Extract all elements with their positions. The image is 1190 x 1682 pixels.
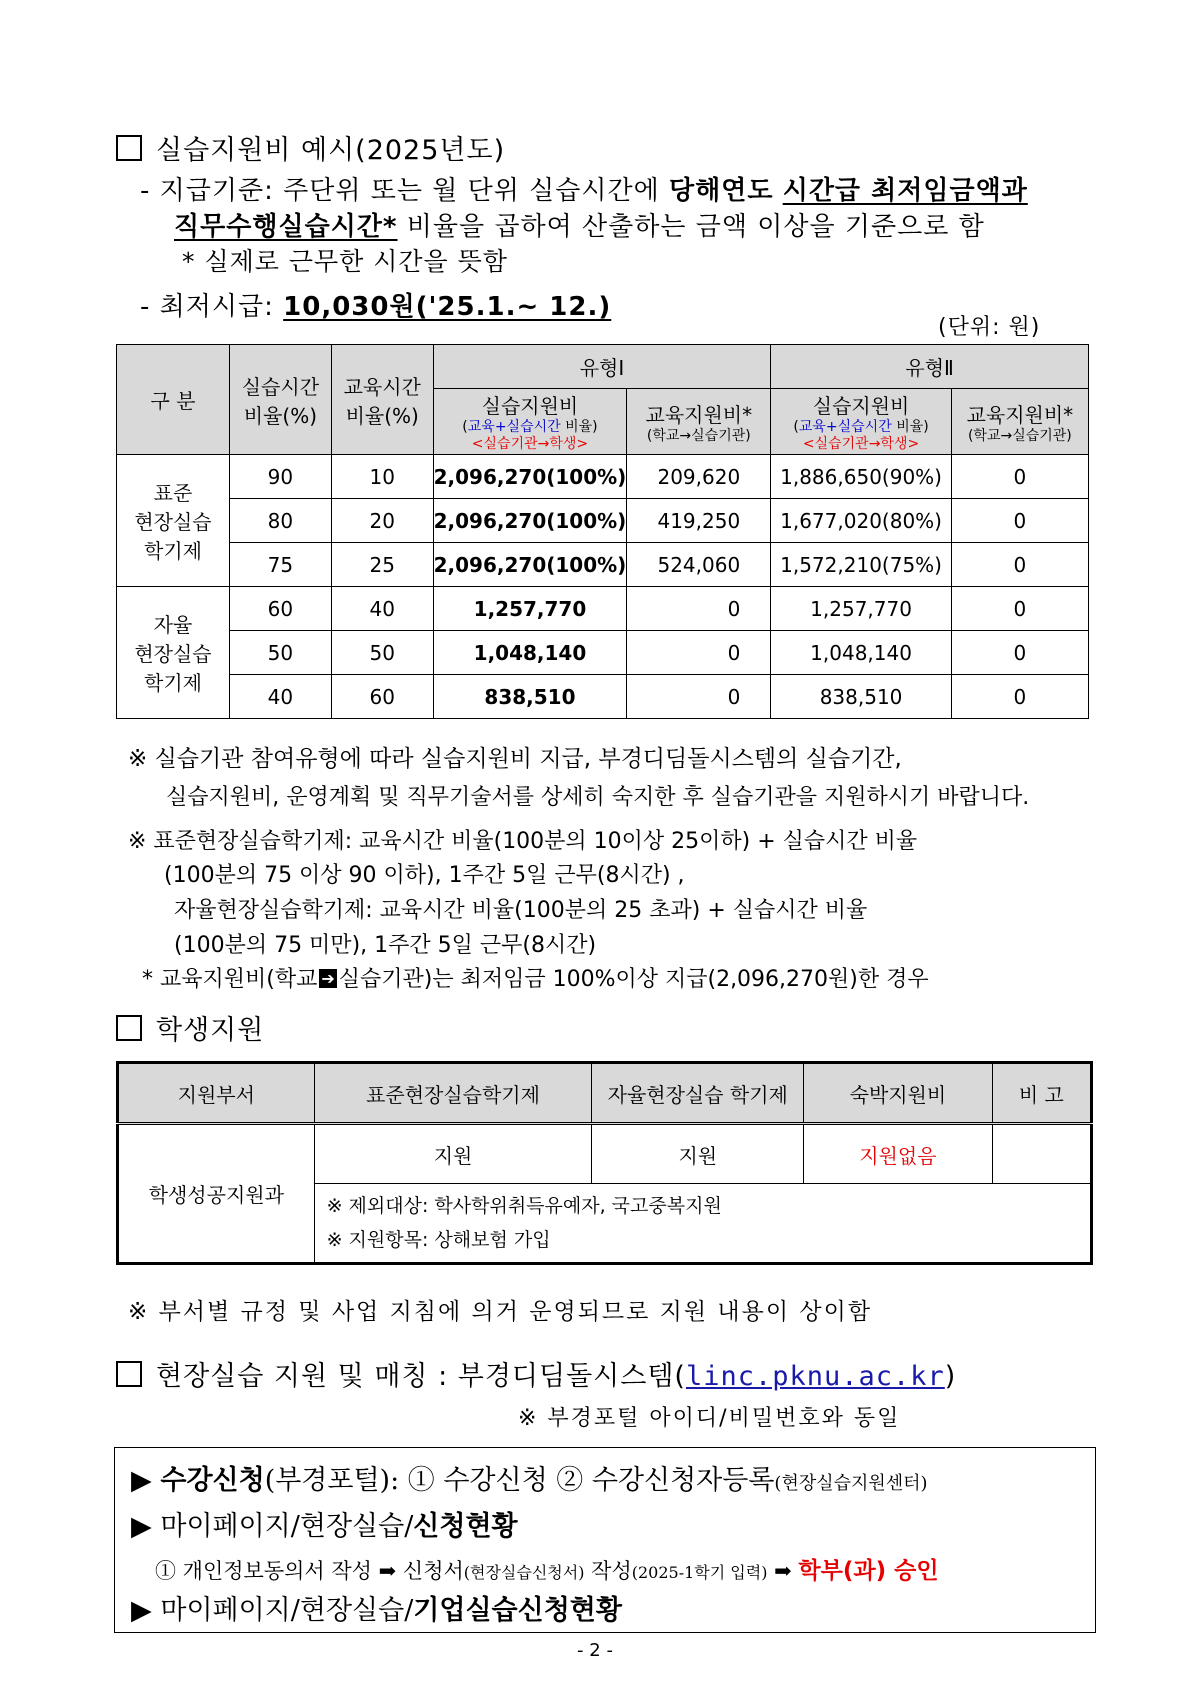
header-type2: 유형Ⅱ — [771, 345, 1089, 389]
triangle-right-icon: ▶ — [131, 1511, 152, 1542]
section-title-support-example: 실습지원비 예시(2025년도) — [116, 128, 505, 167]
note-1a: ※ 실습기관 참여유형에 따라 실습지원비 지급, 부경디딤돌시스템의 실습기간, — [128, 746, 902, 772]
dept-rules-note: ※ 부서별 규정 및 사업 지침에 의거 운영되므로 지원 내용이 상이함 — [128, 1299, 873, 1325]
checkbox-square-icon — [116, 1361, 142, 1387]
header-category: 구 분 — [117, 345, 230, 455]
lodging-value: 지원없음 — [804, 1124, 993, 1184]
cell: 1,048,140 — [771, 631, 951, 675]
cell: 0 — [951, 675, 1088, 719]
header-edu-ratio: 교육시간 비율(%) — [331, 345, 433, 455]
cell: 0 — [951, 499, 1088, 543]
checkbox-square-icon — [116, 135, 142, 161]
cell: 1,257,770 — [771, 587, 951, 631]
table-row — [117, 587, 1089, 631]
cell: 838,510 — [433, 675, 627, 719]
cell: 2,096,270(100%) — [433, 499, 627, 543]
header-remarks: 비 고 — [992, 1063, 1091, 1124]
cell: 2,096,270(100%) — [433, 455, 627, 499]
cell: 0 — [951, 587, 1088, 631]
cell: 1,257,770 — [433, 587, 627, 631]
cell: 25 — [331, 543, 433, 587]
cell: 20 — [331, 499, 433, 543]
cell: 1,677,020(80%) — [771, 499, 951, 543]
procedure-line-2: ▶ 마이페이지/현장실습/신청현황 — [131, 1511, 518, 1542]
remarks-value — [992, 1124, 1091, 1184]
header-support-type1: 실습지원비 (교육+실습시간 비율) <실습기관→학생> — [433, 389, 627, 455]
header-support-type2: 실습지원비 (교육+실습시간 비율) <실습기관→학생> — [771, 389, 951, 455]
cell: 209,620 — [627, 455, 771, 499]
arrow-right-icon: ➡ — [378, 1559, 397, 1583]
cell: 524,060 — [627, 543, 771, 587]
cell: 1,572,210(75%) — [771, 543, 951, 587]
cell: 2,096,270(100%) — [433, 543, 627, 587]
header-practice-ratio: 실습시간 비율(%) — [229, 345, 331, 455]
cell: 50 — [331, 631, 433, 675]
note-2a: ※ 표준현장실습학기제: 교육시간 비율(100분의 10이상 25이하) + 실습시간 비율 — [128, 829, 918, 854]
triangle-right-icon: ▶ — [131, 1595, 152, 1626]
procedure-line-1: ▶ 수강신청(부경포털): ① 수강신청 ② 수강신청자등록(현장실습지원센터) — [131, 1465, 928, 1496]
group-autonomous: 자율 현장실습 학기제 — [117, 587, 230, 719]
arrow-right-icon: ➔ — [321, 969, 335, 988]
student-support-table — [116, 1061, 1093, 1265]
header-lodging: 숙박지원비 — [804, 1063, 993, 1124]
cell: 0 — [951, 455, 1088, 499]
note-2b: (100분의 75 이상 90 이하), 1주간 5일 근무(8시간) , — [164, 863, 685, 888]
table-row — [117, 675, 1089, 719]
group-standard: 표준 현장실습 학기제 — [117, 455, 230, 587]
table-row — [117, 543, 1089, 587]
dept-name: 학생성공지원과 — [118, 1124, 315, 1264]
basis-line-2: 직무수행실습시간* 비율을 곱하여 산출하는 금액 이상을 기준으로 함 — [174, 212, 985, 242]
checkbox-square-icon — [116, 1015, 142, 1041]
cell: 40 — [331, 587, 433, 631]
table-row — [117, 631, 1089, 675]
basis-footnote: * 실제로 근무한 시간을 뜻함 — [182, 247, 508, 276]
table-row — [117, 499, 1089, 543]
header-autonomous: 자율현장실습 학기제 — [592, 1063, 804, 1124]
cell: 10 — [331, 455, 433, 499]
cell: 0 — [951, 543, 1088, 587]
standard-value: 지원 — [314, 1124, 592, 1184]
cell: 60 — [229, 587, 331, 631]
cell: 0 — [951, 631, 1088, 675]
triangle-right-icon: ▶ — [131, 1465, 152, 1496]
procedure-box — [114, 1447, 1096, 1633]
min-wage-line: - 최저시급: 10,030원('25.1.~ 12.) — [140, 292, 612, 322]
portal-id-note: ※ 부경포털 아이디/비밀번호와 동일 — [518, 1406, 901, 1431]
cell: 75 — [229, 543, 331, 587]
cell: 90 — [229, 455, 331, 499]
header-type1: 유형Ⅰ — [433, 345, 771, 389]
section-title-student-support: 학생지원 — [116, 1008, 264, 1047]
procedure-line-3: ① 개인정보동의서 작성 ➡ 신청서(현장실습신청서) 작성(2025-1학기 입력) ➡ 학부(과) 승인 — [155, 1558, 939, 1584]
cell: 60 — [331, 675, 433, 719]
note-2c: 자율현장실습학기제: 교육시간 비율(100분의 25 초과) + 실습시간 비율 — [174, 898, 868, 923]
unit-label: (단위: 원) — [938, 315, 1041, 340]
header-dept: 지원부서 — [118, 1063, 315, 1124]
header-edu-support-type1: 교육지원비* (학교→실습기관) — [627, 389, 771, 455]
note-3: * 교육지원비(학교 ➔ 실습기관)는 최저임금 100%이상 지급(2,096,270원)한 경우 — [142, 967, 929, 992]
linc-link[interactable]: linc.pknu.ac.kr — [685, 1361, 945, 1392]
cell: 40 — [229, 675, 331, 719]
page-number: - 2 - — [577, 1640, 613, 1661]
support-exceptions: ※ 제외대상: 학사학위취득유예자, 국고중복지원 ※ 지원항목: 상해보험 가입 — [314, 1184, 1091, 1264]
note-2d: (100분의 75 미만), 1주간 5일 근무(8시간) — [174, 933, 597, 958]
support-table — [116, 344, 1089, 719]
autonomous-value: 지원 — [592, 1124, 804, 1184]
arrow-right-icon: ➡ — [774, 1559, 792, 1583]
header-edu-support-type2: 교육지원비* (학교→실습기관) — [951, 389, 1088, 455]
cell: 0 — [627, 675, 771, 719]
cell: 838,510 — [771, 675, 951, 719]
cell: 80 — [229, 499, 331, 543]
basis-line-1: - 지급기준: 주단위 또는 월 단위 실습시간에 당해연도 시간급 최저임금액과 — [140, 176, 1028, 206]
section-title-matching: 현장실습 지원 및 매칭 : 부경디딤돌시스템(linc.pknu.ac.kr) — [116, 1354, 956, 1393]
table-row — [117, 455, 1089, 499]
cell: 419,250 — [627, 499, 771, 543]
cell: 1,886,650(90%) — [771, 455, 951, 499]
note-1b: 실습지원비, 운영계획 및 직무기술서를 상세히 숙지한 후 실습기관을 지원하시기 바랍니다. — [166, 785, 1030, 810]
cell: 50 — [229, 631, 331, 675]
cell: 1,048,140 — [433, 631, 627, 675]
procedure-line-4: ▶ 마이페이지/현장실습/기업실습신청현황 — [131, 1595, 622, 1626]
cell: 0 — [627, 631, 771, 675]
header-standard: 표준현장실습학기제 — [314, 1063, 592, 1124]
cell: 0 — [627, 587, 771, 631]
